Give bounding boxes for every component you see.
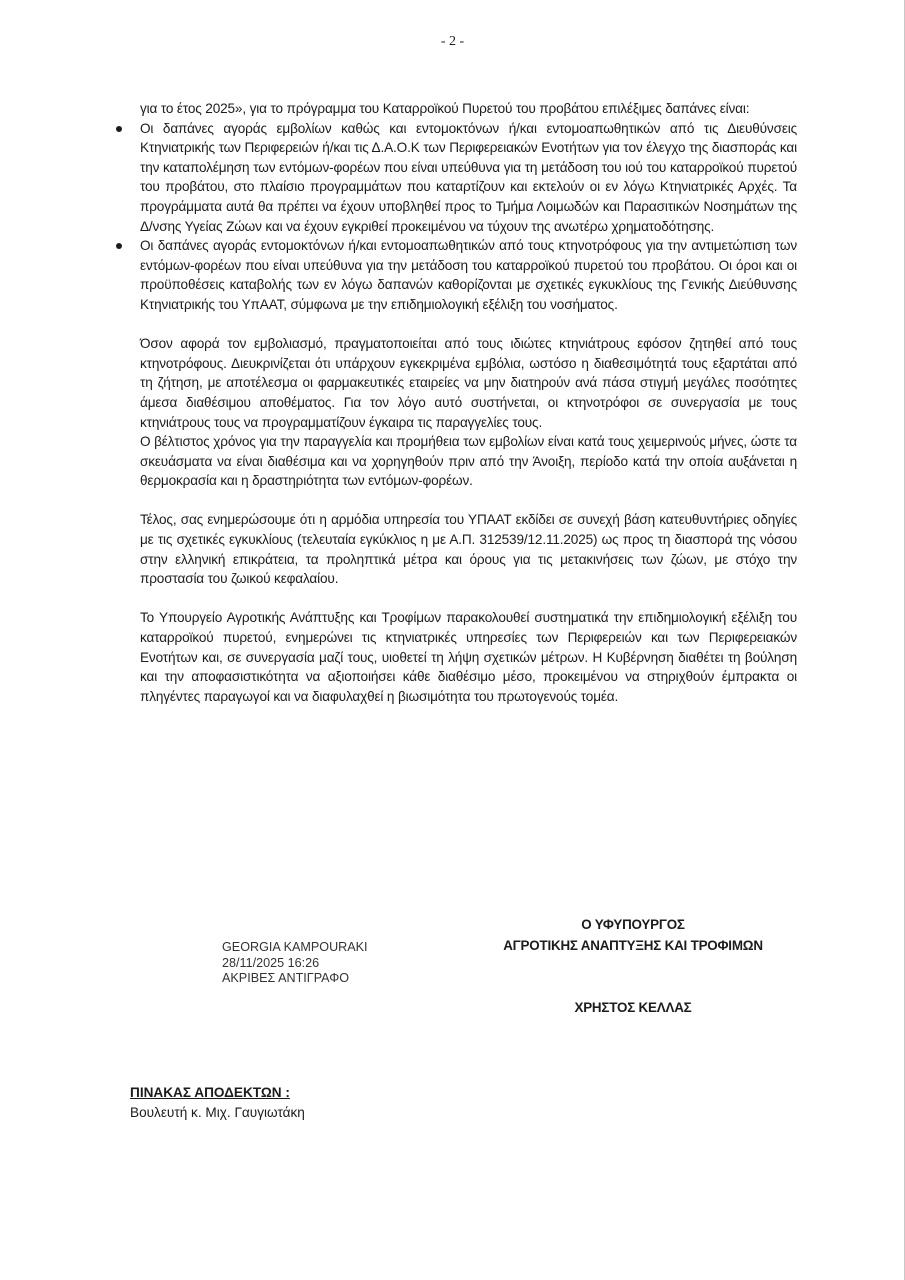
recipient-item: Βουλευτή κ. Μιχ. Γαυγιωτάκη bbox=[130, 1105, 305, 1120]
stamp-name: GEORGIA KAMPOURAKI bbox=[222, 940, 368, 954]
page-number: - 2 - bbox=[440, 34, 465, 49]
stamp-note: ΑΚΡΙΒΕΣ ΑΝΤΙΓΡΑΦΟ bbox=[222, 971, 350, 985]
list-item bbox=[140, 236, 797, 314]
recipients-block bbox=[130, 1083, 305, 1123]
finally-paragraph: Τέλος, σας ενημερώσουμε ότι η αρμόδια υπηρεσία του ΥΠΑΑΤ εκδίδει σε συνεχή βάση κατευθυντήριες οδηγίες με τις σχετικές εγκυκλίους (τελευταία εγκύκλιος η με Α.Π. 312539/12.11.2025) ως προς τη διασπορά της νόσου στην ελληνική επικράτεια, τα προληπτικά μέτρα και όρους για τις μετακινήσεις των ζώων, με στόχο την προστασία του ζωικού κεφαλαίου. bbox=[140, 512, 797, 587]
bullet-icon bbox=[116, 126, 122, 132]
list-item-text: Οι δαπάνες αγοράς εμβολίων καθώς και εντομοκτόνων ή/και εντομοαπωθητικών από τις Διευθύνσεις Κτηνιατρικής των Περιφερειών ή/και τις Δ.Α.Ο.Κ των Περιφερειακών Ενοτήτων για τον έλεγχο της διασποράς και την καταπολέμηση των εντόμων-φορέων που είναι υπεύθυνα για τη μετάδοση του ιού του καταρροϊκού πυρετού του προβάτου, στο πλαίσιο προγραμμάτων που καταρτίζουν και εκτελούν οι εν λόγω Κτηνιατρικές Αρχές. Τα προγράμματα αυτά θα πρέπει να έχουν υποβληθεί προς το Τμήμα Λοιμωδών και Παρασιτικών Νοσημάτων της Δ/νσης Υγείας Ζώων και να έχουν εγκριθεί προκειμένου να τύχουν της ανωτέρω χρηματοδότησης. bbox=[140, 120, 797, 234]
list-item bbox=[140, 119, 797, 237]
timing-paragraph: Ο βέλτιστος χρόνος για την παραγγελία και προμήθεια των εμβολίων είναι κατά τους χειμερινούς μήνες, ώστε τα σκευάσματα να είναι διαθέσιμα και να χορηγηθούν πριν από την Άνοιξη, περίοδο κατά την οποία αυξάνεται η θερμοκρασία και η δραστηριότητα των εντόμων-φορέων. bbox=[140, 434, 797, 489]
digital-signature-stamp bbox=[222, 940, 368, 987]
bullet-icon bbox=[116, 243, 122, 249]
signature-title: Ο ΥΦΥΠΟΥΡΓΟΣ bbox=[581, 917, 685, 932]
ministry-paragraph: Το Υπουργείο Αγροτικής Ανάπτυξης και Τροφίμων παρακολουθεί συστηματικά την επιδημιολογική εξέλιξη του καταρροϊκού πυρετού, ενημερώνει τις κτηνιατρικές υπηρεσίες των Περιφερειών και των Περιφερειακών Ενοτήτων και, σε συνεργασία μαζί τους, υιοθετεί τη λήψη σχετικών μέτρων. Η Κυβέρνηση διαθέτει τη βούληση και την αποφασιστικότητα να αξιοποιήσει κάθε διαθέσιμο μέσο, προκειμένου να στηριχθούν έμπρακτα οι πληγέντες παραγωγοί και να διαφυλαχθεί η βιωσιμότητα του πρωτογενούς τομέα. bbox=[140, 610, 797, 704]
intro-paragraph: για το έτος 2025», για το πρόγραμμα του Καταρροϊκού Πυρετού του προβάτου επιλέξιμες δαπάνες είναι: bbox=[140, 101, 750, 116]
vaccination-paragraph: Όσον αφορά τον εμβολιασμό, πραγματοποιείται από τους ιδιώτες κτηνιάτρους εφόσον ζητηθεί από τους κτηνοτρόφους. Διευκρινίζεται ότι υπάρχουν εγκεκριμένα εμβόλια, ωστόσο η διαθεσιμότητά τους εξαρτάται από τη ζήτηση, με αποτέλεσμα οι φαρμακευτικές εταιρείες να μην διατηρούν ανά πάσα στιγμή μεγάλες ποσότητες άμεσα διαθέσιμου αποθέματος. Για τον λόγο αυτό συστήνεται, οι κτηνοτρόφοι σε συνεργασία με τους κτηνιάτρους τους να προγραμματίζουν έγκαιρα τις παραγγελίες τους. bbox=[140, 336, 797, 430]
signatory-name: ΧΡΗΣΤΟΣ ΚΕΛΛΑΣ bbox=[574, 1000, 692, 1015]
document-body bbox=[140, 99, 797, 706]
eligible-expenses-list bbox=[140, 119, 797, 315]
signature-ministry: ΑΓΡΟΤΙΚΗΣ ΑΝΑΠΤΥΞΗΣ ΚΑΙ ΤΡΟΦΙΜΩΝ bbox=[503, 938, 763, 953]
recipients-header: ΠΙΝΑΚΑΣ ΑΠΟΔΕΚΤΩΝ : bbox=[130, 1085, 290, 1100]
stamp-datetime: 28/11/2025 16:26 bbox=[222, 955, 320, 970]
list-item-text: Οι δαπάνες αγοράς εντομοκτόνων ή/και εντομοαπωθητικών από τους κτηνοτρόφους για την αντιμετώπιση των εντόμων-φορέων που είναι υπεύθυνα για την μετάδοση του καταρροϊκού πυρετού του προβάτου. Οι όροι και οι προϋποθέσεις καταβολής των εν λόγω δαπανών καθορίζονται με σχετικές εγκυκλίους της Γενικής Διεύθυνσης Κτηνιατρικής του ΥπΑΑΤ, σύμφωνα με την επιδημιολογική εξέλιξη του νοσήματος. bbox=[140, 238, 797, 312]
